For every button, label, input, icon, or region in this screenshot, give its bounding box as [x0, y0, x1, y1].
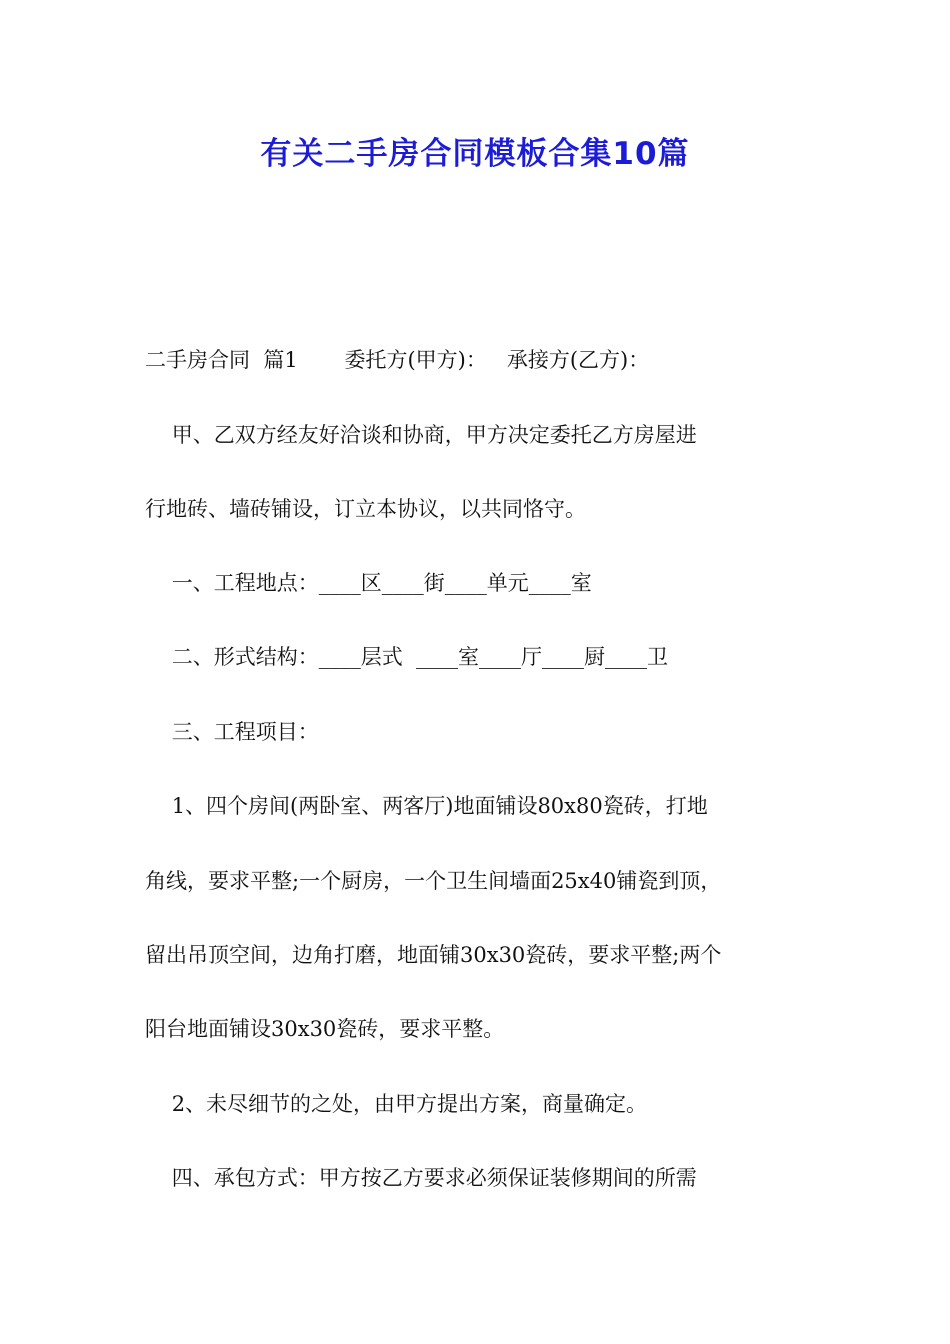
body-line-10: 阳台地面铺设30x30瓷砖，要求平整。	[145, 1017, 505, 1041]
body-line-9: 留出吊顶空间，边角打磨，地面铺30x30瓷砖，要求平整;两个	[145, 943, 722, 967]
document-title: 有关二手房合同模板合集10篇	[260, 136, 690, 172]
body-line-4: 一、工程地点：____区____街____单元____室	[145, 571, 592, 595]
body-line-12: 四、承包方式：甲方按乙方要求必须保证装修期间的所需	[145, 1166, 697, 1190]
body-line-6: 三、工程项目：	[145, 720, 319, 744]
body-line-1: 二手房合同 篇1 委托方(甲方)： 承接方(乙方)：	[145, 348, 650, 372]
body-line-7: 1、四个房间(两卧室、两客厅)地面铺设80x80瓷砖，打地	[145, 794, 708, 818]
body-line-8: 角线，要求平整;一个厨房，一个卫生间墙面25x40铺瓷到顶，	[145, 869, 722, 893]
body-line-2: 甲、乙双方经友好洽谈和协商，甲方决定委托乙方房屋进	[145, 423, 697, 447]
body-line-3: 行地砖、墙砖铺设，订立本协议，以共同恪守。	[145, 497, 586, 521]
body-line-11: 2、未尽细节的之处，由甲方提出方案，商量确定。	[145, 1092, 648, 1116]
body-line-5: 二、形式结构：____层式 ____室____厅____厨____卫	[145, 645, 669, 669]
